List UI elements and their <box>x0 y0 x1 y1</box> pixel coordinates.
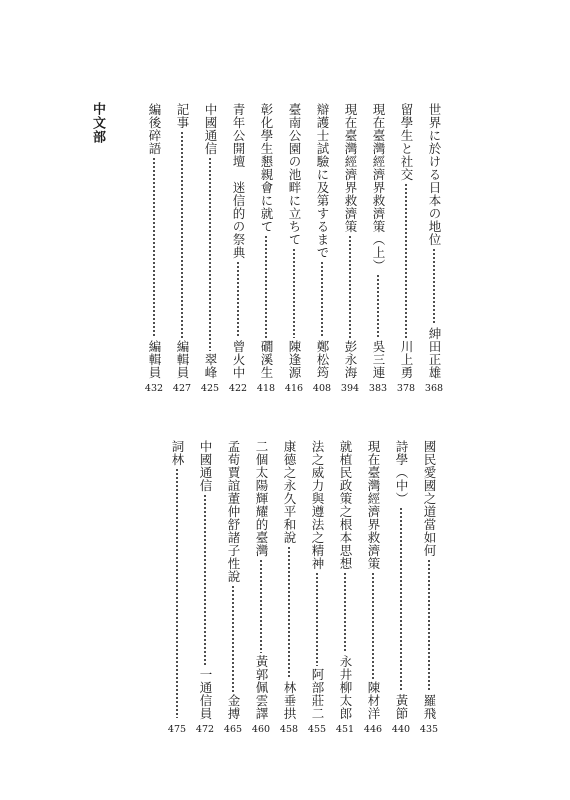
toc-entry-title: 辯護士試驗に及第するまで <box>315 103 330 259</box>
toc-entry <box>163 440 191 735</box>
toc-entry-title: 世界に於ける日本の地位 <box>427 103 442 246</box>
toc-entry-author: 陳逢源 <box>287 340 302 379</box>
toc-entry-author: 曾火中 <box>231 340 246 379</box>
toc-entry-title: 詩學（中） <box>394 440 409 505</box>
toc-entry-page-number: 378 <box>396 383 416 394</box>
toc-entry <box>303 440 331 735</box>
toc-entry-title: 康德之永久平和說 <box>282 440 297 544</box>
toc-entry-page-number: 475 <box>167 724 187 735</box>
toc-entry-title: 二個太陽輝耀的臺灣 <box>254 440 269 557</box>
toc-entry-author: 陳材洋 <box>366 681 381 720</box>
toc-entry-page-number: 435 <box>419 724 439 735</box>
leader-dots <box>372 572 374 679</box>
toc-entry-page-number: 418 <box>256 383 276 394</box>
toc-entry-title: 編後碎語 <box>147 103 162 155</box>
leader-dots <box>344 572 346 653</box>
toc-entry-title: 現在臺灣經濟界救濟策 <box>366 440 381 570</box>
leader-dots <box>204 494 206 666</box>
toc-entry-page-number: 416 <box>284 383 304 394</box>
toc-entry-title: 臺南公園の池畔に立ちて <box>287 103 302 246</box>
toc-entry-page-number: 458 <box>279 724 299 735</box>
toc-entry <box>336 103 364 394</box>
toc-entry-title: 中國通信 <box>198 440 213 492</box>
toc-entry-page-number: 465 <box>223 724 243 735</box>
toc-entry-title: 中國通信 <box>203 103 218 155</box>
toc-entry-page-number: 451 <box>335 724 355 735</box>
leader-dots <box>316 572 318 666</box>
toc-entry-title: 留學生と社交 <box>399 103 414 181</box>
toc-entry <box>275 440 303 735</box>
toc-entry <box>247 440 275 735</box>
leader-dots <box>400 507 402 692</box>
leader-dots <box>433 248 435 325</box>
toc-entry <box>392 103 420 394</box>
leader-dots <box>181 131 183 338</box>
toc-entry <box>280 103 308 394</box>
toc-entry-page-number: 408 <box>312 383 332 394</box>
leader-dots <box>293 248 295 338</box>
toc-entry-title: 記事 <box>175 103 190 129</box>
leader-dots <box>237 261 239 338</box>
toc-entry-author: 紳田正雄 <box>427 327 442 379</box>
toc-entry-page-number: 460 <box>251 724 271 735</box>
toc-entry-page-number: 394 <box>340 383 360 394</box>
toc-entry-page-number: 422 <box>228 383 248 394</box>
toc-entry <box>224 103 252 394</box>
toc-entry-page-number: 455 <box>307 724 327 735</box>
toc-entry-author: 羅飛 <box>422 694 437 720</box>
leader-dots <box>405 183 407 338</box>
toc-entry <box>387 440 415 735</box>
toc-entry-title: 現在臺灣經濟界救濟策（上） <box>371 103 386 272</box>
toc-entry-page-number: 427 <box>172 383 192 394</box>
toc-column-block-top <box>140 103 448 394</box>
toc-entry-title: 法之威力與遵法之精神 <box>310 440 325 570</box>
leader-dots <box>377 274 379 338</box>
toc-entry <box>140 103 168 394</box>
toc-entry <box>219 440 247 735</box>
toc-entry-author: 彭永海 <box>343 340 358 379</box>
toc-entry-title: 孟荀賈誼董仲舒諸子性說 <box>226 440 241 583</box>
leader-dots <box>265 235 267 338</box>
toc-entry <box>191 440 219 735</box>
toc-entry-author: 礀溪生 <box>259 340 274 379</box>
leader-dots <box>232 585 234 692</box>
toc-column-block-bottom <box>163 440 443 735</box>
toc-entry-author: 編輯員 <box>147 340 162 379</box>
toc-entry-page-number: 440 <box>391 724 411 735</box>
leader-dots <box>288 546 290 679</box>
toc-entry <box>331 440 359 735</box>
toc-entry-page-number: 472 <box>195 724 215 735</box>
toc-entry-title: 國民愛國之道當如何 <box>422 440 437 557</box>
toc-entry-page-number: 432 <box>144 383 164 394</box>
toc-entry-author: 阿部莊二 <box>310 668 325 720</box>
toc-entry-author: 黃郭佩雲譯 <box>254 655 269 720</box>
toc-entry-page-number: 368 <box>424 383 444 394</box>
leader-dots <box>260 559 262 653</box>
leader-dots <box>176 468 178 718</box>
toc-entry <box>415 440 443 735</box>
toc-entry <box>359 440 387 735</box>
toc-entry <box>168 103 196 394</box>
toc-entry-author: 川上勇 <box>399 340 414 379</box>
toc-entry-page-number: 425 <box>200 383 220 394</box>
toc-entry-author: 翠峰 <box>203 353 218 379</box>
toc-entry-author: 林垂拱 <box>282 681 297 720</box>
leader-dots <box>153 157 155 338</box>
toc-entry-author: 鄭松筠 <box>315 340 330 379</box>
toc-entry-title: 彰化學生懇親會に就て <box>259 103 274 233</box>
toc-entry-title: 青年公開壇 迷信的の祭典 <box>231 103 246 259</box>
toc-entry <box>420 103 448 394</box>
toc-entry-author: 黃節 <box>394 694 409 720</box>
toc-entry <box>364 103 392 394</box>
toc-entry <box>308 103 336 394</box>
toc-entry-author: 編輯員 <box>175 340 190 379</box>
section-label: 中文部 <box>90 102 105 144</box>
toc-entry-title: 詞林 <box>170 440 185 466</box>
toc-entry-author: 吳三連 <box>371 340 386 379</box>
toc-entry-page-number: 446 <box>363 724 383 735</box>
leader-dots <box>209 157 211 351</box>
toc-entry-author: 永井柳太郎 <box>338 655 353 720</box>
toc-entry <box>196 103 224 394</box>
toc-entry-author: 金搏 <box>226 694 241 720</box>
leader-dots <box>428 559 430 692</box>
toc-entry-author: 一通信員 <box>198 668 213 720</box>
toc-entry-title: 現在臺灣經濟界救濟策 <box>343 103 358 233</box>
toc-entry-title: 就植民政策之根本思想 <box>338 440 353 570</box>
toc-entry-page-number: 383 <box>368 383 388 394</box>
toc-entry <box>252 103 280 394</box>
leader-dots <box>349 235 351 338</box>
leader-dots <box>321 261 323 338</box>
